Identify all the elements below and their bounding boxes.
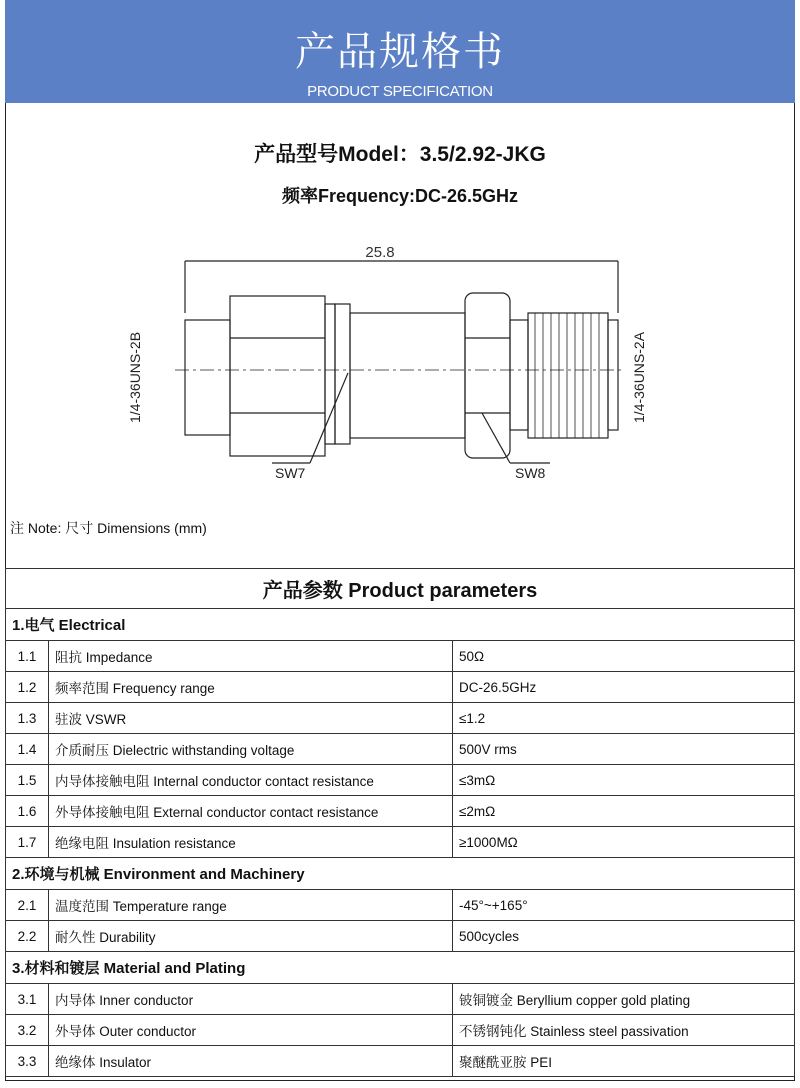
row-item: 内导体接触电阻 Internal conductor contact resistance [49, 765, 453, 796]
table-row [6, 921, 795, 952]
table-row [6, 1046, 795, 1077]
table-row [6, 796, 795, 827]
table-title: 产品参数 Product parameters [6, 569, 795, 609]
row-item: 内导体 Inner conductor [49, 984, 453, 1015]
row-number: 3.1 [6, 984, 49, 1015]
dimension-note: 注 Note: 尺寸 Dimensions (mm) [10, 520, 207, 536]
row-number: 1.5 [6, 765, 49, 796]
table-row [6, 765, 795, 796]
section-header: 1.电气 Electrical [6, 609, 795, 641]
row-value: 50Ω [453, 641, 795, 672]
length-dimension: 25.8 [365, 244, 395, 261]
left-thread-label: 1/4-36UNS-2B [127, 331, 143, 423]
table-row [6, 827, 795, 858]
row-value: DC-26.5GHz [453, 672, 795, 703]
row-item: 温度范围 Temperature range [49, 890, 453, 921]
row-item: 绝缘体 Insulator [49, 1046, 453, 1077]
row-value: 500V rms [453, 734, 795, 765]
sw7-label: SW7 [275, 465, 306, 481]
row-value: ≤3mΩ [453, 765, 795, 796]
row-number: 2.1 [6, 890, 49, 921]
row-value: 不锈钢钝化 Stainless steel passivation [453, 1015, 795, 1046]
row-item: 阻抗 Impedance [49, 641, 453, 672]
section-header: 3.材料和镀层 Material and Plating [6, 952, 795, 984]
row-item: 驻波 VSWR [49, 703, 453, 734]
row-item: 介质耐压 Dielectric withstanding voltage [49, 734, 453, 765]
table-row [6, 1015, 795, 1046]
table-row [6, 734, 795, 765]
row-number: 1.6 [6, 796, 49, 827]
row-value: ≥1000MΩ [453, 827, 795, 858]
row-value: 聚醚酰亚胺 PEI [453, 1046, 795, 1077]
parameters-table [5, 568, 795, 1077]
row-value: 500cycles [453, 921, 795, 952]
model-heading: 产品型号Model：3.5/2.92-JKG [254, 143, 546, 166]
row-number: 1.4 [6, 734, 49, 765]
row-item: 外导体 Outer conductor [49, 1015, 453, 1046]
row-number: 1.2 [6, 672, 49, 703]
table-row [6, 890, 795, 921]
row-item: 外导体接触电阻 External conductor contact resistance [49, 796, 453, 827]
row-value: ≤1.2 [453, 703, 795, 734]
right-thread-label: 1/4-36UNS-2A [631, 331, 647, 423]
row-value: ≤2mΩ [453, 796, 795, 827]
row-number: 2.2 [6, 921, 49, 952]
row-item: 频率范围 Frequency range [49, 672, 453, 703]
row-value: -45°~+165° [453, 890, 795, 921]
row-number: 3.3 [6, 1046, 49, 1077]
frequency-heading: 频率Frequency:DC-26.5GHz [281, 186, 519, 206]
table-row [6, 672, 795, 703]
row-number: 1.7 [6, 827, 49, 858]
row-number: 3.2 [6, 1015, 49, 1046]
row-item: 耐久性 Durability [49, 921, 453, 952]
connector-drawing [110, 238, 650, 488]
row-number: 1.1 [6, 641, 49, 672]
sw8-label: SW8 [515, 465, 546, 481]
row-number: 1.3 [6, 703, 49, 734]
section-header: 2.环境与机械 Environment and Machinery [6, 858, 795, 890]
table-row [6, 703, 795, 734]
table-row [6, 641, 795, 672]
row-value: 铍铜镀金 Beryllium copper gold plating [453, 984, 795, 1015]
page-header [5, 0, 795, 103]
page-title: 产品规格书 [295, 29, 505, 75]
page-subtitle: PRODUCT SPECIFICATION [307, 83, 493, 100]
table-row [6, 984, 795, 1015]
row-item: 绝缘电阻 Insulation resistance [49, 827, 453, 858]
